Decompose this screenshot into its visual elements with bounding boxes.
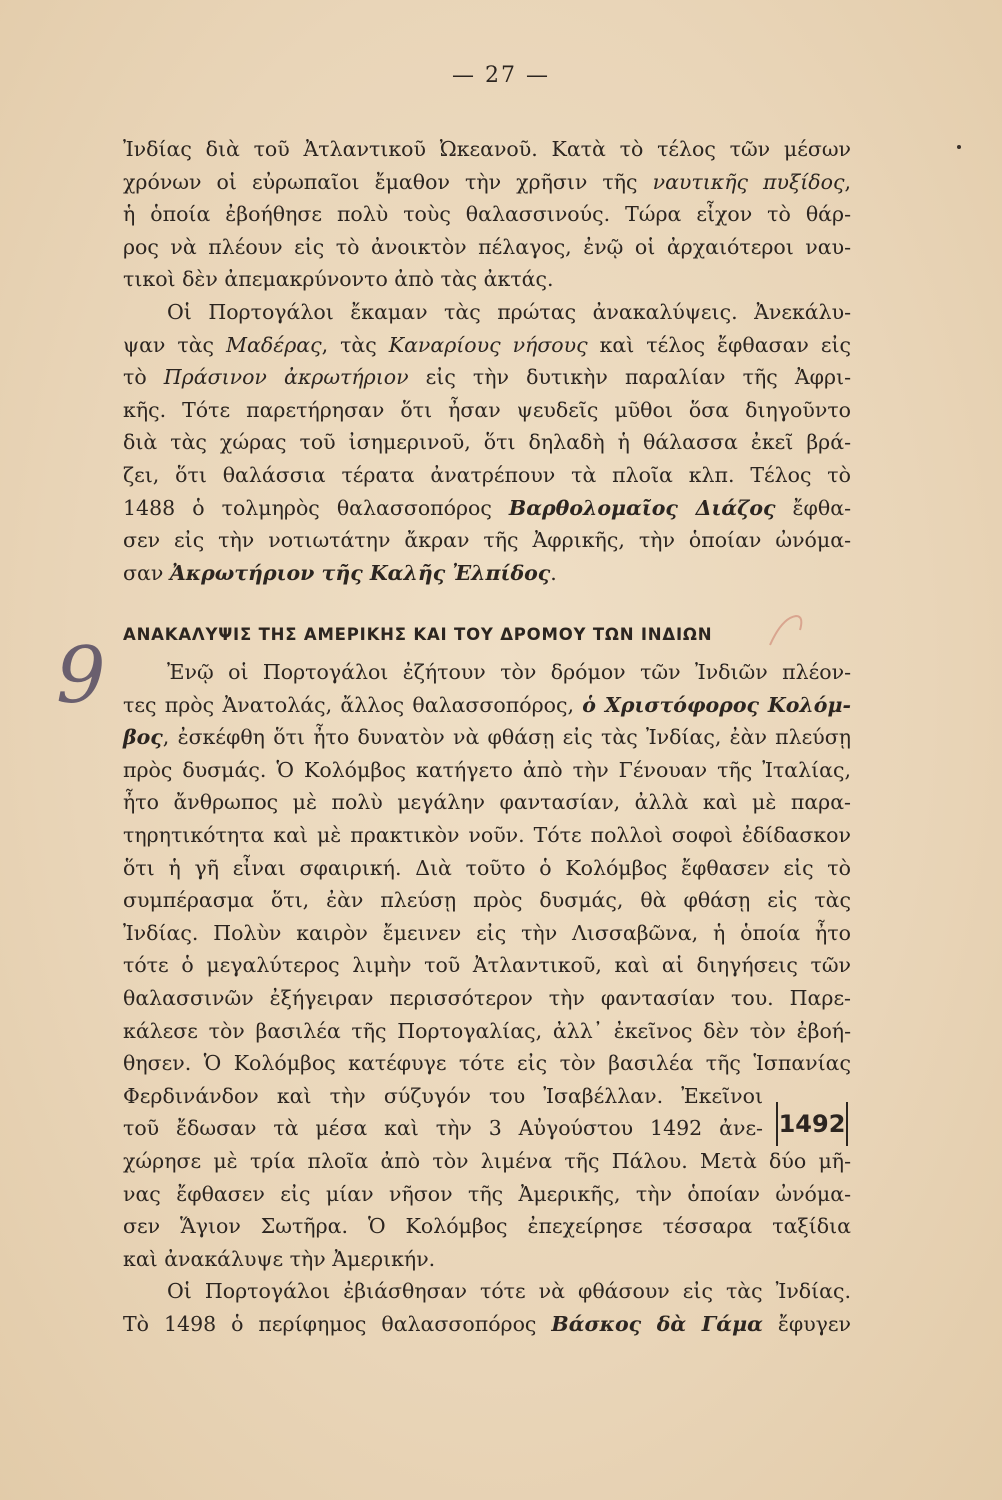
line-text: , τὰς [321, 332, 389, 357]
text-line [123, 1047, 851, 1080]
line-text: νας ἔφθασεν εἰς μίαν νῆσον τῆς Ἀμερικῆς, τὴν ὁποίαν ὠνόμα- [123, 1181, 851, 1206]
line-text: Οἱ Πορτογάλοι ἔκαμαν τὰς πρώτας ἀνακαλύψεις. Ἀνεκάλυ- [167, 299, 851, 324]
line-text: κῆς. Τότε παρετήρησαν ὅτι ἦσαν ψευδεῖς μῦθοι ὅσα διηγοῦντο [123, 397, 851, 422]
line-text: Φερδινάνδον καὶ τὴν σύζυγόν του Ἰσαβέλλαν. Ἐκεῖνοι [123, 1083, 763, 1108]
text-line [123, 1308, 851, 1341]
text-line [123, 198, 851, 231]
text-line [123, 1080, 763, 1113]
text-line [123, 329, 851, 362]
text-line [123, 361, 851, 394]
pencil-scribble-icon [760, 610, 810, 650]
emphasized-term: βος [123, 725, 163, 750]
text-line [123, 1243, 851, 1276]
line-text: σεν Ἅγιον Σωτῆρα. Ὁ Κολόμβος ἐπεχείρησε τέσσαρα ταξίδια [123, 1214, 851, 1239]
line-text: τότε ὁ μεγαλύτερος λιμὴν τοῦ Ἀτλαντικοῦ, καὶ αἱ διηγήσεις τῶν [123, 953, 851, 978]
text-line [123, 689, 851, 722]
text-line [123, 133, 851, 166]
text-line [123, 1178, 851, 1211]
text-line [123, 1112, 763, 1145]
line-text: τηρητικότητα καὶ μὲ πρακτικὸν νοῦν. Τότε πολλοὶ σοφοὶ ἐδίδασκον [123, 822, 851, 847]
emphasized-term: Βάσκος δὰ Γάμα [551, 1311, 763, 1336]
line-text: πρὸς δυσμάς. Ὁ Κολόμβος κατήγετο ἀπὸ τὴν Γένουαν τῆς Ἰταλίας, [123, 757, 851, 782]
line-text: ζει, ὅτι θαλάσσια τέρατα ἀνατρέπουν τὰ πλοῖα κλπ. Τέλος τὸ [123, 462, 851, 487]
line-text: χώρησε μὲ τρία πλοῖα ἀπὸ τὸν λιμένα τῆς Πάλου. Μετὰ δύο μῆ- [123, 1148, 851, 1173]
line-text: ἦτο ἄνθρωπος μὲ πολὺ μεγάλην φαντασίαν, ἀλλὰ καὶ μὲ παρα- [123, 790, 851, 815]
line-text: τὸ [123, 365, 164, 390]
line-text: τες πρὸς Ἀνατολάς, ἄλλος θαλασσοπόρος, [123, 692, 583, 717]
text-line [123, 231, 851, 264]
line-text: ψαν τὰς [123, 332, 227, 357]
text-line [123, 557, 851, 590]
emphasized-term: Βαρθολομαῖος Διάζος [508, 495, 776, 520]
margin-note-nine [54, 631, 106, 721]
emphasized-term: ὁ Χριστόφορος Κολόμ- [582, 692, 851, 717]
text-line [123, 721, 851, 754]
line-text: Τὸ 1498 ὁ περίφημος θαλασσοπόρος [123, 1311, 552, 1336]
line-text: τικοὶ δὲν ἀπεμακρύνοντο ἀπὸ τὰς ἀκτάς. [123, 267, 554, 292]
ink-dot [957, 145, 961, 149]
text-line [123, 949, 851, 982]
line-text: θησεν. Ὁ Κολόμβος κατέφυγε τότε εἰς τὸν βασιλέα τῆς Ἱσπανίας [123, 1051, 851, 1076]
text-line [123, 1275, 851, 1308]
text-line [123, 754, 851, 787]
line-text: Ἰνδίας διὰ τοῦ Ἀτλαντικοῦ Ὠκεανοῦ. Κατὰ τὸ τέλος τῶν μέσων [123, 137, 851, 161]
text-line [123, 917, 851, 950]
text-line [123, 296, 851, 329]
line-text: σεν εἰς τὴν νοτιωτάτην ἄκραν τῆς Ἀφρικῆς, τὴν ὁποίαν ὠνόμα- [123, 528, 851, 553]
text-line [123, 492, 851, 525]
line-text: , ἐσκέφθη ὅτι ἦτο δυνατὸν νὰ φθάσῃ εἰς τὰς Ἰνδίας, ἐὰν πλεύσῃ [162, 725, 851, 750]
line-text: διὰ τὰς χώρας τοῦ ἰσημερινοῦ, ὅτι δηλαδὴ ἡ θάλασσα ἐκεῖ βρά- [123, 430, 851, 455]
text-line [123, 426, 851, 459]
line-text: θαλασσινῶν ἐξήγειραν περισσότερον τὴν φαντασίαν του. Παρε- [123, 985, 851, 1010]
text-line [123, 524, 851, 557]
line-text: . [550, 560, 557, 585]
line-text: Ἰνδίας. Πολὺν καιρὸν ἔμεινεν εἰς τὴν Λισσαβῶνα, ἡ ὁποία ἦτο [123, 920, 851, 945]
text-line [123, 1210, 851, 1243]
text-line [123, 1145, 851, 1178]
emphasized-term: Μαδέρας [226, 332, 322, 357]
page-number: — 27 — [452, 63, 550, 88]
line-text: καὶ τέλος ἔφθασαν εἰς [587, 332, 851, 357]
line-text: κάλεσε τὸν βασιλέα τῆς Πορτογαλίας, ἀλλ᾽ ἐκεῖνος δὲν τὸν ἐβοή- [123, 1018, 851, 1043]
emphasized-term: ναυτικῆς πυξίδος [652, 169, 845, 194]
line-text: καὶ ἀνακάλυψε τὴν Ἀμερικήν. [123, 1246, 436, 1271]
line-text: χρόνων οἱ εὐρωπαῖοι ἔμαθον τὴν χρῆσιν τῆς [123, 169, 653, 194]
text-line [123, 394, 851, 427]
line-text: Οἱ Πορτογάλοι ἐβιάσθησαν τότε νὰ φθάσουν εἰς τὰς Ἰνδίας. [167, 1279, 851, 1304]
text-line [123, 166, 851, 199]
text-line [123, 819, 851, 852]
text-line [123, 982, 851, 1015]
line-text: ρος νὰ πλέουν εἰς τὸ ἀνοικτὸν πέλαγος, ἐνῷ οἱ ἀρχαιότεροι ναυ- [123, 234, 851, 259]
text-line [123, 1015, 851, 1048]
section-heading: ΑΝΑΚΑΛΥΨΙΣ ΤΗΣ ΑΜΕΡΙΚΗΣ ΚΑΙ ΤΟΥ ΔΡΟΜΟΥ ΤΩΝ ΙΝΔΙΩΝ [123, 625, 713, 644]
line-text: 1488 ὁ τολμηρὸς θαλασσοπόρος [123, 495, 509, 520]
text-line [123, 656, 851, 689]
year-box: 1492 [776, 1102, 848, 1146]
line-text: , [844, 169, 851, 194]
line-text: ὅτι ἡ γῆ εἶναι σφαιρική. Διὰ τοῦτο ὁ Κολόμβος ἔφθασεν εἰς τὸ [123, 855, 851, 880]
emphasized-term: Ἀκρωτήριον τῆς Καλῆς Ἐλπίδος [169, 560, 551, 585]
emphasized-term: Καναρίους νήσους [388, 332, 588, 357]
text-line [123, 884, 851, 917]
text-line [123, 786, 851, 819]
line-text: ἡ ὁποία ἐβοήθησε πολὺ τοὺς θαλασσινούς. Τώρα εἶχον τὸ θάρ- [123, 202, 851, 227]
line-text: εἰς τὴν δυτικὴν παραλίαν τῆς Ἀφρι- [408, 365, 852, 390]
text-line [123, 263, 851, 296]
text-line [123, 852, 851, 885]
svg-text:9: 9 [56, 631, 106, 721]
line-text: σαν [123, 560, 170, 585]
text-line [123, 459, 851, 492]
line-text: τοῦ ἔδωσαν τὰ μέσα καὶ τὴν 3 Αὐγούστου 1492 ἀνε- [123, 1116, 763, 1141]
line-text: συμπέρασμα ὅτι, ἐὰν πλεύσῃ πρὸς δυσμάς, θὰ φθάσῃ εἰς τὰς [123, 888, 851, 913]
section-columbus-before [123, 133, 851, 589]
line-text: Ἐνῷ οἱ Πορτογάλοι ἐζήτουν τὸν δρόμον τῶν Ἰνδιῶν πλέον- [167, 660, 851, 684]
line-text: ἔφθα- [775, 495, 852, 520]
emphasized-term: Πράσινον ἀκρωτήριον [163, 365, 409, 390]
section-columbus-discovery [123, 656, 851, 1340]
line-text: ἔφυγεν [762, 1311, 851, 1336]
